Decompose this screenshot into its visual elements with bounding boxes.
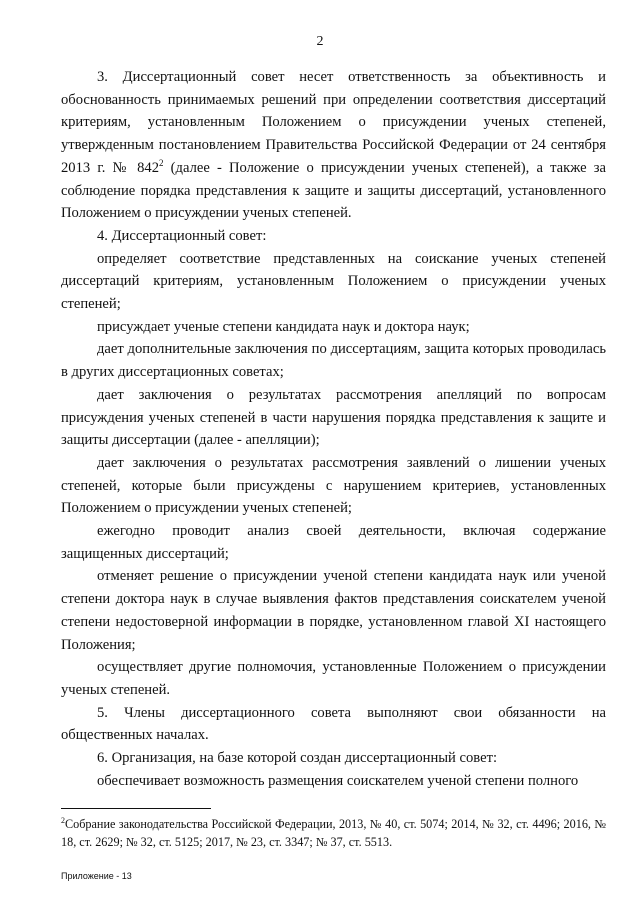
paragraph-3: 3. Диссертационный совет несет ответственность за объективность и обоснованность принимаемых решений при определении соответствия диссертаций критериям, установленным Положением о присуждении ученых степеней, утвержденным постановлением Правительства Российской Федерации от 24 сентября 2013 г. № $842^2$ (далее - Положение о присуждении ученых степеней), а также за соблюдение порядка представления к защите и защиты диссертаций, установленного Положением о присуждении ученых степеней.: [61, 69, 606, 222]
list-item: определяет соответствие представленных на соискание ученых степеней диссертаций критериям, установленным Положением о присуждении ученых степеней;: [61, 250, 606, 313]
list-item: дает заключения о результатах рассмотрения апелляций по вопросам присуждения ученых степеней в части нарушения порядка представления к защите и защиты диссертации (далее - апелляции);: [61, 386, 606, 449]
list-item: дает дополнительные заключения по диссертациям, защита которых проводилась в других диссертационных советах;: [61, 341, 606, 381]
list-item: осуществляет другие полномочия, установленные Положением о присуждении ученых степеней.: [61, 659, 606, 698]
list-item: дает заключения о результатах рассмотрения заявлений о лишении ученых степеней, которые были присуждены с нарушением критериев, установленных Положением о присуждении ученых степеней;: [61, 454, 606, 517]
list-item: отменяет решение о присуждении ученой степени кандидата наук или ученой степени доктора наук в случае выявления фактов представления соискателем ученой степени недостоверной информации в порядке, установленном главой XI настоящего Положения;: [61, 568, 606, 653]
list-item: обеспечивает возможность размещения соискателем ученой степени полного: [97, 772, 579, 789]
paragraph-6-heading: 6. Организация, на базе которой создан диссертационный совет:: [97, 750, 498, 767]
footnote-text: Собрание законодательства Российской Федерации, 2013, № 40, ст. 5074; 2014, № 32, ст. 4496; 2016, № 18, ст. 2629; № 32, ст. 5125; 2017, № 23, ст. 3347; № 37, ст. 5513.: [61, 817, 606, 849]
list-item: присуждает ученые степени кандидата наук и доктора наук;: [97, 318, 470, 335]
appendix-label: Приложение - 13: [61, 871, 132, 881]
footnote-mark: 2: [61, 815, 65, 825]
list-item: ежегодно проводит анализ своей деятельности, включая содержание защищенных диссертаций;: [61, 523, 606, 562]
paragraph-4-heading: 4. Диссертационный совет:: [97, 227, 267, 244]
page-number: 2: [316, 34, 324, 49]
footnote-reference: 2: [159, 157, 164, 168]
paragraph-5: 5. Члены диссертационного совета выполняют свои обязанности на общественных началах.: [61, 704, 606, 744]
footnote-separator: [61, 808, 211, 809]
document-body: [61, 66, 606, 793]
footnote: [61, 815, 606, 851]
